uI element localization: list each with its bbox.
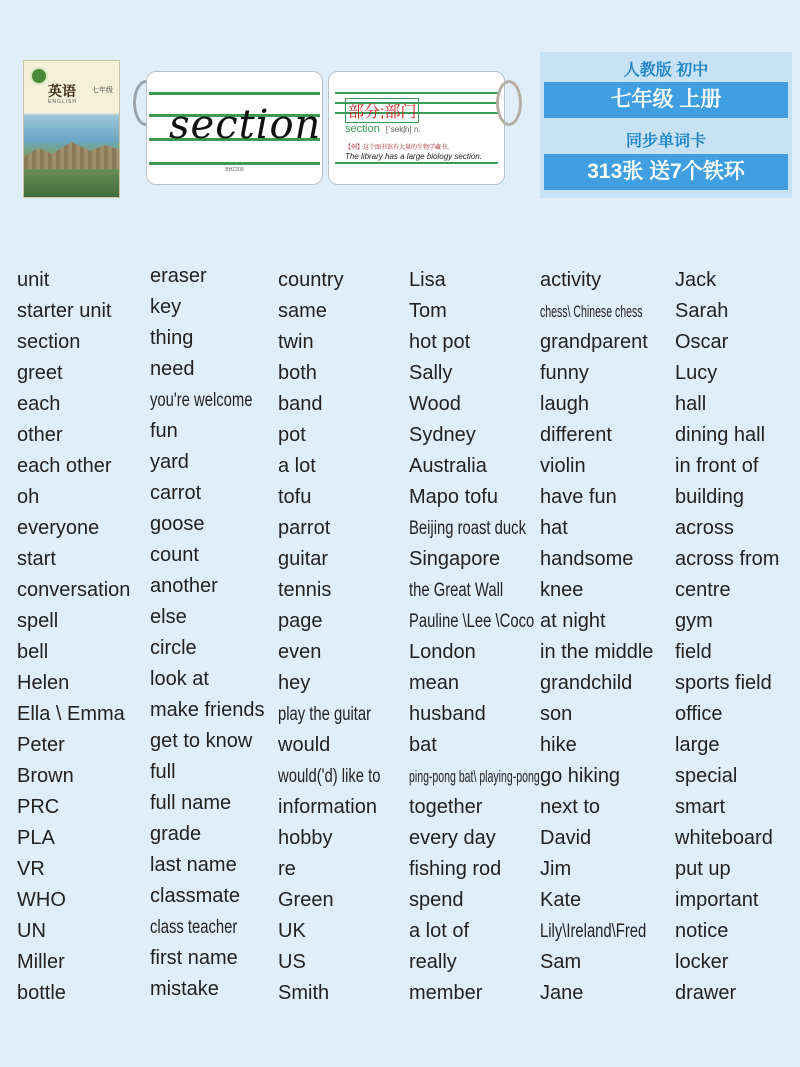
- word-item: US: [278, 951, 306, 973]
- word-item: unit: [17, 269, 50, 291]
- word-item: hike: [540, 734, 577, 756]
- word-item: funny: [540, 362, 589, 384]
- word-item: different: [540, 424, 612, 446]
- word-item: each other: [17, 455, 112, 477]
- word-item: large: [675, 734, 720, 756]
- word-item-text: Beijing roast duck: [409, 518, 526, 539]
- word-item: PLA: [17, 827, 55, 849]
- word-item: each: [17, 393, 61, 415]
- word-item: band: [278, 393, 323, 415]
- word-item: hat: [540, 517, 568, 539]
- word-item: another: [150, 575, 218, 597]
- word-item: together: [409, 796, 483, 818]
- word-item: full: [150, 761, 176, 783]
- word-item: put up: [675, 858, 731, 880]
- word-item-text: chess\ Chinese chess: [540, 302, 643, 321]
- word-item: even: [278, 641, 322, 663]
- word-item: gym: [675, 610, 713, 632]
- word-column-6: [675, 265, 800, 1009]
- flashcard-front: [146, 71, 323, 185]
- word-item: a lot: [278, 455, 316, 477]
- word-item: sports field: [675, 672, 772, 694]
- word-item: twin: [278, 331, 314, 353]
- word-item: oh: [17, 486, 40, 508]
- word-item: Brown: [17, 765, 74, 787]
- word-item: guitar: [278, 548, 329, 570]
- word-item: tennis: [278, 579, 332, 601]
- word-item: Jane: [540, 982, 584, 1004]
- word-item: [278, 699, 410, 730]
- word-item: Kate: [540, 889, 582, 911]
- word-item: bat: [409, 734, 437, 756]
- word-item: grandchild: [540, 672, 633, 694]
- word-item: Oscar: [675, 331, 729, 353]
- word-item: everyone: [17, 517, 100, 539]
- word-item: dining hall: [675, 424, 766, 446]
- word-item: activity: [540, 269, 602, 291]
- word-item: Lucy: [675, 362, 718, 384]
- word-item: PRC: [17, 796, 60, 818]
- word-item: Singapore: [409, 548, 501, 570]
- word-item: full name: [150, 792, 232, 814]
- word-item: Helen: [17, 672, 70, 694]
- word-item: mistake: [150, 978, 219, 1000]
- word-item: mean: [409, 672, 460, 694]
- word-item: section: [17, 331, 81, 353]
- word-item-text: Lily\Ireland\Fred: [540, 921, 647, 942]
- flashcard-phonetic: [ˈsekʃn] n.: [385, 125, 421, 134]
- product-info-panel: [540, 52, 792, 198]
- word-item: Lisa: [409, 269, 446, 291]
- word-item: notice: [675, 920, 729, 942]
- word-item: handsome: [540, 548, 634, 570]
- word-item: at night: [540, 610, 606, 632]
- word-item: drawer: [675, 982, 737, 1004]
- word-item: knee: [540, 579, 584, 601]
- word-item: Peter: [17, 734, 65, 756]
- word-item: carrot: [150, 482, 202, 504]
- word-item: both: [278, 362, 317, 384]
- word-item: Smith: [278, 982, 330, 1004]
- word-item: next to: [540, 796, 601, 818]
- word-item: classmate: [150, 885, 241, 907]
- word-item: count: [150, 544, 199, 566]
- word-item: [150, 385, 282, 416]
- word-item: have fun: [540, 486, 617, 508]
- textbook-title: 英语: [48, 84, 76, 100]
- word-item: tofu: [278, 486, 312, 508]
- word-item: special: [675, 765, 738, 787]
- word-column-5: [540, 265, 672, 1009]
- word-item: information: [278, 796, 377, 818]
- word-item: Sally: [409, 362, 453, 384]
- word-item: Green: [278, 889, 334, 911]
- word-item: Sydney: [409, 424, 476, 446]
- word-item: [150, 912, 282, 943]
- word-item: [278, 761, 410, 792]
- word-item: husband: [409, 703, 486, 725]
- word-item: same: [278, 300, 327, 322]
- word-item: grandparent: [540, 331, 648, 353]
- word-item: hall: [675, 393, 707, 415]
- word-item: spend: [409, 889, 464, 911]
- word-item: bottle: [17, 982, 66, 1004]
- edition-label: 人教版 初中: [623, 62, 709, 79]
- word-item: make friends: [150, 699, 265, 721]
- word-item: thing: [150, 327, 194, 349]
- word-item: look at: [150, 668, 209, 690]
- flashcard-word: section: [169, 102, 322, 148]
- word-item: Ella \ Emma: [17, 703, 125, 725]
- word-item: fun: [150, 420, 178, 442]
- flashcard-back: [328, 71, 505, 185]
- word-item: fishing rod: [409, 858, 502, 880]
- word-item-text: would('d) like to: [278, 766, 381, 787]
- word-item: get to know: [150, 730, 253, 752]
- word-item: important: [675, 889, 759, 911]
- word-item: smart: [675, 796, 725, 818]
- word-item: yard: [150, 451, 189, 473]
- word-item: laugh: [540, 393, 589, 415]
- word-item: [409, 606, 541, 637]
- word-item: hey: [278, 672, 311, 694]
- word-item: building: [675, 486, 744, 508]
- flashcard-word-text: section: [345, 123, 380, 135]
- word-item: circle: [150, 637, 197, 659]
- word-item: page: [278, 610, 323, 632]
- word-item: first name: [150, 947, 238, 969]
- word-item: son: [540, 703, 573, 725]
- word-item: Tom: [409, 300, 447, 322]
- word-item: [409, 513, 541, 544]
- great-wall-illustration: [24, 139, 119, 169]
- word-item: re: [278, 858, 296, 880]
- word-item: conversation: [17, 579, 131, 601]
- word-item: Sam: [540, 951, 582, 973]
- word-column-2: [150, 265, 282, 1009]
- binder-ring-icon: [496, 80, 522, 126]
- word-item: goose: [150, 513, 205, 535]
- word-item: field: [675, 641, 712, 663]
- flashcard-example-cn: 【例】这个图书馆有大量的生物学藏书。: [345, 145, 454, 151]
- word-item: Jim: [540, 858, 572, 880]
- word-item: need: [150, 358, 195, 380]
- word-column-4: [409, 265, 541, 1009]
- word-item: every day: [409, 827, 496, 849]
- word-item: hobby: [278, 827, 333, 849]
- word-item: David: [540, 827, 592, 849]
- textbook-cover: [23, 60, 120, 198]
- word-item: office: [675, 703, 723, 725]
- word-item: member: [409, 982, 483, 1004]
- word-item: starter unit: [17, 300, 112, 322]
- word-item: last name: [150, 854, 237, 876]
- word-item: centre: [675, 579, 731, 601]
- word-item: London: [409, 641, 476, 663]
- word-item: spell: [17, 610, 59, 632]
- word-item: a lot of: [409, 920, 470, 942]
- word-item: go hiking: [540, 765, 621, 787]
- word-item: in front of: [675, 455, 759, 477]
- word-column-1: [17, 265, 149, 1009]
- word-item: Australia: [409, 455, 487, 477]
- word-item: else: [150, 606, 187, 628]
- word-item: WHO: [17, 889, 66, 911]
- word-item: violin: [540, 455, 586, 477]
- word-item: VR: [17, 858, 45, 880]
- word-item: [409, 761, 541, 792]
- word-item: eraser: [150, 265, 207, 287]
- flashcard-code: BHZ209: [225, 167, 244, 173]
- word-item: key: [150, 296, 182, 318]
- word-item: whiteboard: [675, 827, 773, 849]
- word-item: [540, 916, 672, 947]
- subtitle-label: 同步单词卡: [625, 133, 706, 150]
- word-item-text: play the guitar: [278, 704, 372, 725]
- word-item-text: you're welcome: [150, 390, 253, 411]
- word-item: Mapo tofu: [409, 486, 498, 508]
- word-item: [409, 575, 541, 606]
- example-underline: [335, 162, 498, 164]
- word-item-text: class teacher: [150, 917, 238, 938]
- word-item: UK: [278, 920, 306, 942]
- word-item: across from: [675, 548, 780, 570]
- textbook-grade: 七年级: [92, 87, 113, 94]
- word-item: Jack: [675, 269, 717, 291]
- grade-banner: 七年级 上册: [544, 82, 788, 118]
- word-item: UN: [17, 920, 46, 942]
- word-item: greet: [17, 362, 63, 384]
- flashcard-word-en: [345, 123, 421, 135]
- word-item: Wood: [409, 393, 461, 415]
- word-item: Miller: [17, 951, 65, 973]
- word-item: really: [409, 951, 457, 973]
- flashcard-example-en: The library has a large biology section.: [345, 152, 482, 161]
- word-item: country: [278, 269, 344, 291]
- word-item: in the middle: [540, 641, 654, 663]
- textbook-subtitle: ENGLISH: [48, 99, 77, 105]
- word-item-text: Pauline \Lee \Coco: [409, 611, 535, 632]
- word-item: other: [17, 424, 63, 446]
- word-item: grade: [150, 823, 202, 845]
- word-item: across: [675, 517, 734, 539]
- word-item: start: [17, 548, 56, 570]
- word-item: hot pot: [409, 331, 471, 353]
- word-item: [540, 296, 672, 327]
- word-item: Sarah: [675, 300, 729, 322]
- flashcard-meaning: 部分;部门: [345, 98, 419, 123]
- offer-banner: 313张 送7个铁环: [544, 154, 788, 190]
- word-item-text: the Great Wall: [409, 580, 504, 601]
- word-item: pot: [278, 424, 306, 446]
- word-item: bell: [17, 641, 49, 663]
- publisher-emblem-icon: [30, 67, 48, 85]
- word-item-text: ping-pong bat\ playing-pong: [409, 767, 540, 786]
- word-item: locker: [675, 951, 729, 973]
- word-item: parrot: [278, 517, 331, 539]
- word-item: would: [278, 734, 331, 756]
- word-column-3: [278, 265, 410, 1009]
